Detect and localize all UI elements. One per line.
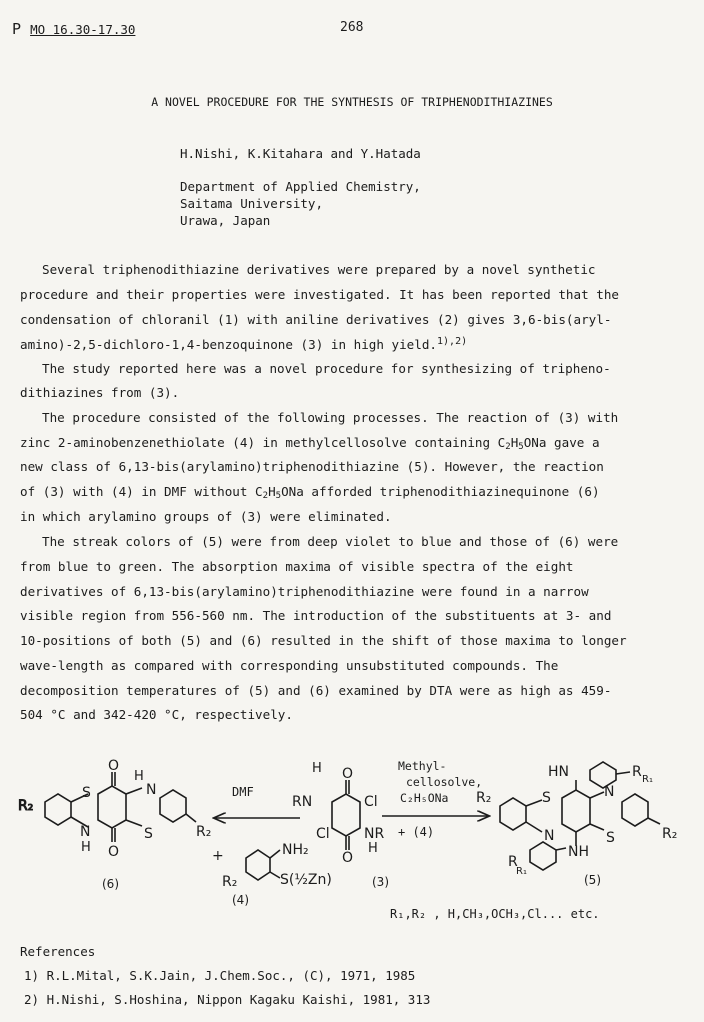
atom-n: N [80, 824, 91, 840]
body-line: in which arylamino groups of (3) were eliminated. [20, 509, 392, 524]
subscript: 2 [505, 442, 511, 452]
atom-h: H [81, 840, 91, 855]
body-line [20, 336, 467, 352]
atom-h: H [312, 761, 322, 776]
atom-s-zn: S(½Zn) [280, 872, 332, 888]
citation-superscript: 1),2) [437, 336, 468, 347]
compound-4 [246, 850, 280, 880]
body-line: condensation of chloranil (1) with aniline derivatives (2) gives 3,6-bis(aryl- [20, 312, 612, 327]
compound-label-6: (6) [102, 877, 119, 891]
body-text: H [510, 435, 519, 450]
atom-s: S [144, 826, 153, 842]
atom-hn: HN [548, 764, 569, 780]
body-line: procedure and their properties were investigated. It has been reported that the [20, 287, 619, 302]
atom-o: O [342, 850, 354, 866]
atom-o: O [108, 844, 120, 860]
body-line: new class of 6,13-bis(arylamino)triphenodithiazine (5). However, the reaction [20, 459, 604, 474]
atom-o: O [342, 766, 354, 782]
references-heading: References [20, 944, 96, 959]
body-text: of (3) with (4) in DMF without C [20, 484, 263, 499]
body-line: from blue to green. The absorption maxima of visible spectra of the eight [20, 559, 574, 574]
atom-nh: NH [568, 844, 589, 860]
atom-rn: RN [292, 794, 313, 810]
r1-label: R₁ [642, 774, 653, 785]
session-header [12, 20, 135, 38]
session-code: MO 16.30-17.30 [30, 22, 136, 37]
atom-cl: Cl [364, 794, 378, 810]
plus-reagent-4: + (4) [398, 825, 435, 839]
atom-h: H [368, 841, 378, 856]
atom-s: S [542, 790, 551, 806]
atom-s: S [606, 830, 615, 846]
reference-item: 1) R.L.Mital, S.K.Jain, J.Chem.Soc., (C), 1971, 1985 [24, 968, 416, 983]
r2-label: R₂ [196, 824, 212, 840]
body-line: The procedure consisted of the following processes. The reaction of (3) with [42, 410, 619, 425]
atom-h: H [134, 769, 144, 784]
atom-s: S [82, 785, 91, 801]
body-line: derivatives of 6,13-bis(arylamino)triphenodithiazine were found in a narrow [20, 584, 589, 599]
atom-n: N [544, 828, 555, 844]
compound-6 [45, 772, 196, 842]
r2-label: R₂ [18, 798, 34, 814]
body-line [20, 484, 600, 501]
body-text: H [268, 484, 276, 499]
authors: H.Nishi, K.Kitahara and Y.Hatada [180, 146, 421, 161]
body-line: The streak colors of (5) were from deep violet to blue and those of (6) were [42, 534, 619, 549]
affiliation-line-2: Saitama University, [180, 196, 323, 211]
r2-label: R₂ [476, 790, 492, 806]
reagent-dmf: DMF [232, 785, 254, 799]
subscript: 5 [275, 491, 282, 501]
atom-r: R [632, 764, 642, 780]
r2-label: R₂ [222, 874, 238, 890]
paper-title: A NOVEL PROCEDURE FOR THE SYNTHESIS OF TRIPHENODITHIAZINES [151, 95, 553, 109]
atom-nr: NR [364, 826, 385, 842]
atom-o: O [108, 758, 120, 774]
reagent-cellosolve: cellosolve, [406, 775, 483, 789]
body-line: 10-positions of both (5) and (6) resulted in the shift of those maxima to longer [20, 633, 627, 648]
reagent-base: C₂H₅ONa [400, 791, 449, 805]
body-line: decomposition temperatures of (5) and (6) examined by DTA were as high as 459- [20, 683, 612, 698]
affiliation-line-1: Department of Applied Chemistry, [180, 179, 421, 194]
compound-label-4: (4) [232, 893, 249, 907]
body-text: ONa afforded triphenodithiazinequinone (6) [281, 484, 600, 499]
compound-3 [332, 780, 360, 850]
plus-sign: + [212, 848, 224, 864]
affiliation-line-3: Urawa, Japan [180, 213, 271, 228]
compound-label-3: (3) [372, 875, 389, 889]
reaction-scheme [10, 750, 700, 936]
subscript: 5 [518, 442, 524, 452]
body-line: 504 °C and 342-420 °C, respectively. [20, 707, 293, 722]
subscript: 2 [262, 491, 269, 501]
atom-r: R [508, 854, 518, 870]
body-line: visible region from 556-560 nm. The introduction of the substituents at 3- and [20, 608, 612, 623]
body-line: The study reported here was a novel procedure for synthesizing of tripheno- [42, 361, 611, 376]
r2-label: R₂ [662, 826, 678, 842]
substituents-legend: R₁,R₂ , H,CH₃,OCH₃,Cl... etc. [390, 907, 600, 921]
body-text: amino)-2,5-dichloro-1,4-benzoquinone (3) in high yield. [20, 337, 438, 352]
body-line: wave-length as compared with corresponding unsubstituted compounds. The [20, 658, 559, 673]
body-line [20, 435, 600, 452]
body-line: dithiazines from (3). [20, 385, 180, 400]
page-number: 268 [340, 20, 364, 35]
atom-cl: Cl [316, 826, 330, 842]
atom-n: N [604, 784, 615, 800]
r1-label: R₁ [516, 866, 527, 877]
reference-item: 2) H.Nishi, S.Hoshina, Nippon Kagaku Kaishi, 1981, 313 [24, 992, 431, 1007]
atom-n: N [146, 782, 157, 798]
body-text: ONa gave a [523, 435, 600, 450]
compound-label-5: (5) [584, 873, 601, 887]
atom-nh2: NH₂ [282, 842, 309, 858]
body-line: Several triphenodithiazine derivatives were prepared by a novel synthetic [42, 262, 596, 277]
reagent-methyl: Methyl- [398, 759, 447, 773]
session-letter: P [12, 20, 22, 38]
body-text: zinc 2-aminobenzenethiolate (4) in methylcellosolve containing C [20, 435, 506, 450]
